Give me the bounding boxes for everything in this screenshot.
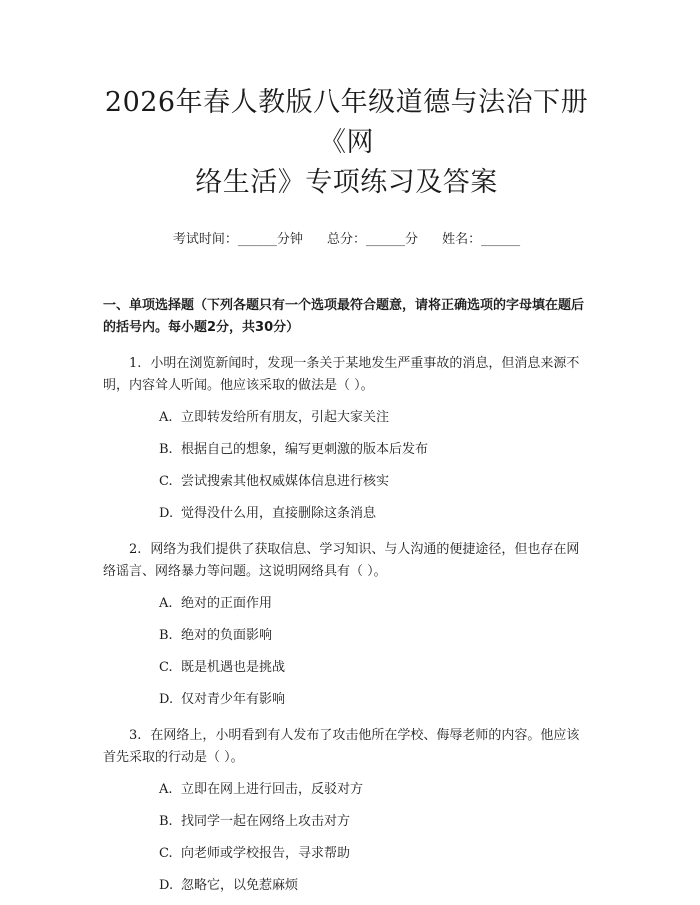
- option-letter: D.: [159, 692, 174, 707]
- option-c: [159, 843, 590, 865]
- option-text: 绝对的负面影响: [181, 628, 273, 643]
- option-text: 立即转发给所有朋友，引起大家关注: [181, 410, 390, 425]
- option-text: 仅对青少年有影响: [181, 692, 286, 707]
- question-text: 在网络上，小明看到有人发布了攻击他所在学校、侮辱老师的内容。他应该首先采取的行动是（ ）。: [103, 728, 580, 765]
- option-a: [159, 593, 590, 615]
- option-text: 既是机遇也是挑战: [181, 660, 286, 675]
- document-title: [103, 0, 590, 203]
- question-stem: [103, 539, 590, 583]
- question-text: 网络为我们提供了获取信息、学习知识、与人沟通的便捷途径，但也存在网络谣言、网络暴力等问题。这说明网络具有（ ）。: [103, 542, 580, 579]
- question-number: 1.: [129, 356, 142, 371]
- question-3: [103, 725, 590, 897]
- option-text: 立即在网上进行回击，反驳对方: [181, 782, 364, 797]
- option-b: [159, 439, 590, 461]
- option-letter: C.: [159, 660, 173, 675]
- question-2: [103, 539, 590, 711]
- option-letter: A.: [159, 782, 173, 797]
- question-stem: [103, 353, 590, 397]
- option-letter: D.: [159, 506, 174, 521]
- title-line-1: 2026年春人教版八年级道德与法治下册《网: [104, 87, 589, 158]
- option-letter: C.: [159, 846, 173, 861]
- student-name-field: 姓名：______: [442, 232, 521, 247]
- option-a: [159, 407, 590, 429]
- option-text: 绝对的正面作用: [181, 596, 273, 611]
- title-line-2: 络生活》专项练习及答案: [195, 167, 498, 198]
- section-heading: 一、单项选择题（下列各题只有一个选项最符合题意，请将正确选项的字母填在题后的括号内。每小题2分，共30分）: [103, 298, 585, 335]
- option-letter: B.: [159, 628, 173, 643]
- option-letter: A.: [159, 410, 173, 425]
- question-text: 小明在浏览新闻时，发现一条关于某地发生严重事故的消息，但消息来源不明，内容耸人听闻。他应该采取的做法是（ ）。: [103, 356, 580, 393]
- option-list: [103, 593, 590, 711]
- question-number: 3.: [129, 728, 142, 743]
- option-text: 觉得没什么用，直接删除这条消息: [181, 506, 377, 521]
- option-letter: A.: [159, 596, 173, 611]
- option-b: [159, 811, 590, 833]
- option-c: [159, 657, 590, 679]
- option-d: [159, 875, 590, 897]
- option-text: 尝试搜索其他权威媒体信息进行核实: [181, 474, 390, 489]
- option-a: [159, 779, 590, 801]
- question-number: 2.: [129, 542, 142, 557]
- option-letter: D.: [159, 878, 174, 893]
- exam-time-field: 考试时间：______分钟: [172, 232, 303, 247]
- option-d: [159, 689, 590, 711]
- option-list: [103, 407, 590, 525]
- option-letter: C.: [159, 474, 173, 489]
- option-list: [103, 779, 590, 897]
- question-1: [103, 353, 590, 525]
- total-score-field: 总分：______分: [326, 232, 418, 247]
- option-text: 找同学一起在网络上攻击对方: [181, 814, 351, 829]
- option-text: 向老师或学校报告，寻求帮助: [181, 846, 351, 861]
- option-c: [159, 471, 590, 493]
- option-b: [159, 625, 590, 647]
- option-d: [159, 503, 590, 525]
- exam-info-line: [103, 231, 590, 249]
- option-text: 根据自己的想象，编写更刺激的版本后发布: [181, 442, 429, 457]
- option-letter: B.: [159, 442, 173, 457]
- option-letter: B.: [159, 814, 173, 829]
- option-text: 忽略它，以免惹麻烦: [181, 878, 299, 893]
- question-stem: [103, 725, 590, 769]
